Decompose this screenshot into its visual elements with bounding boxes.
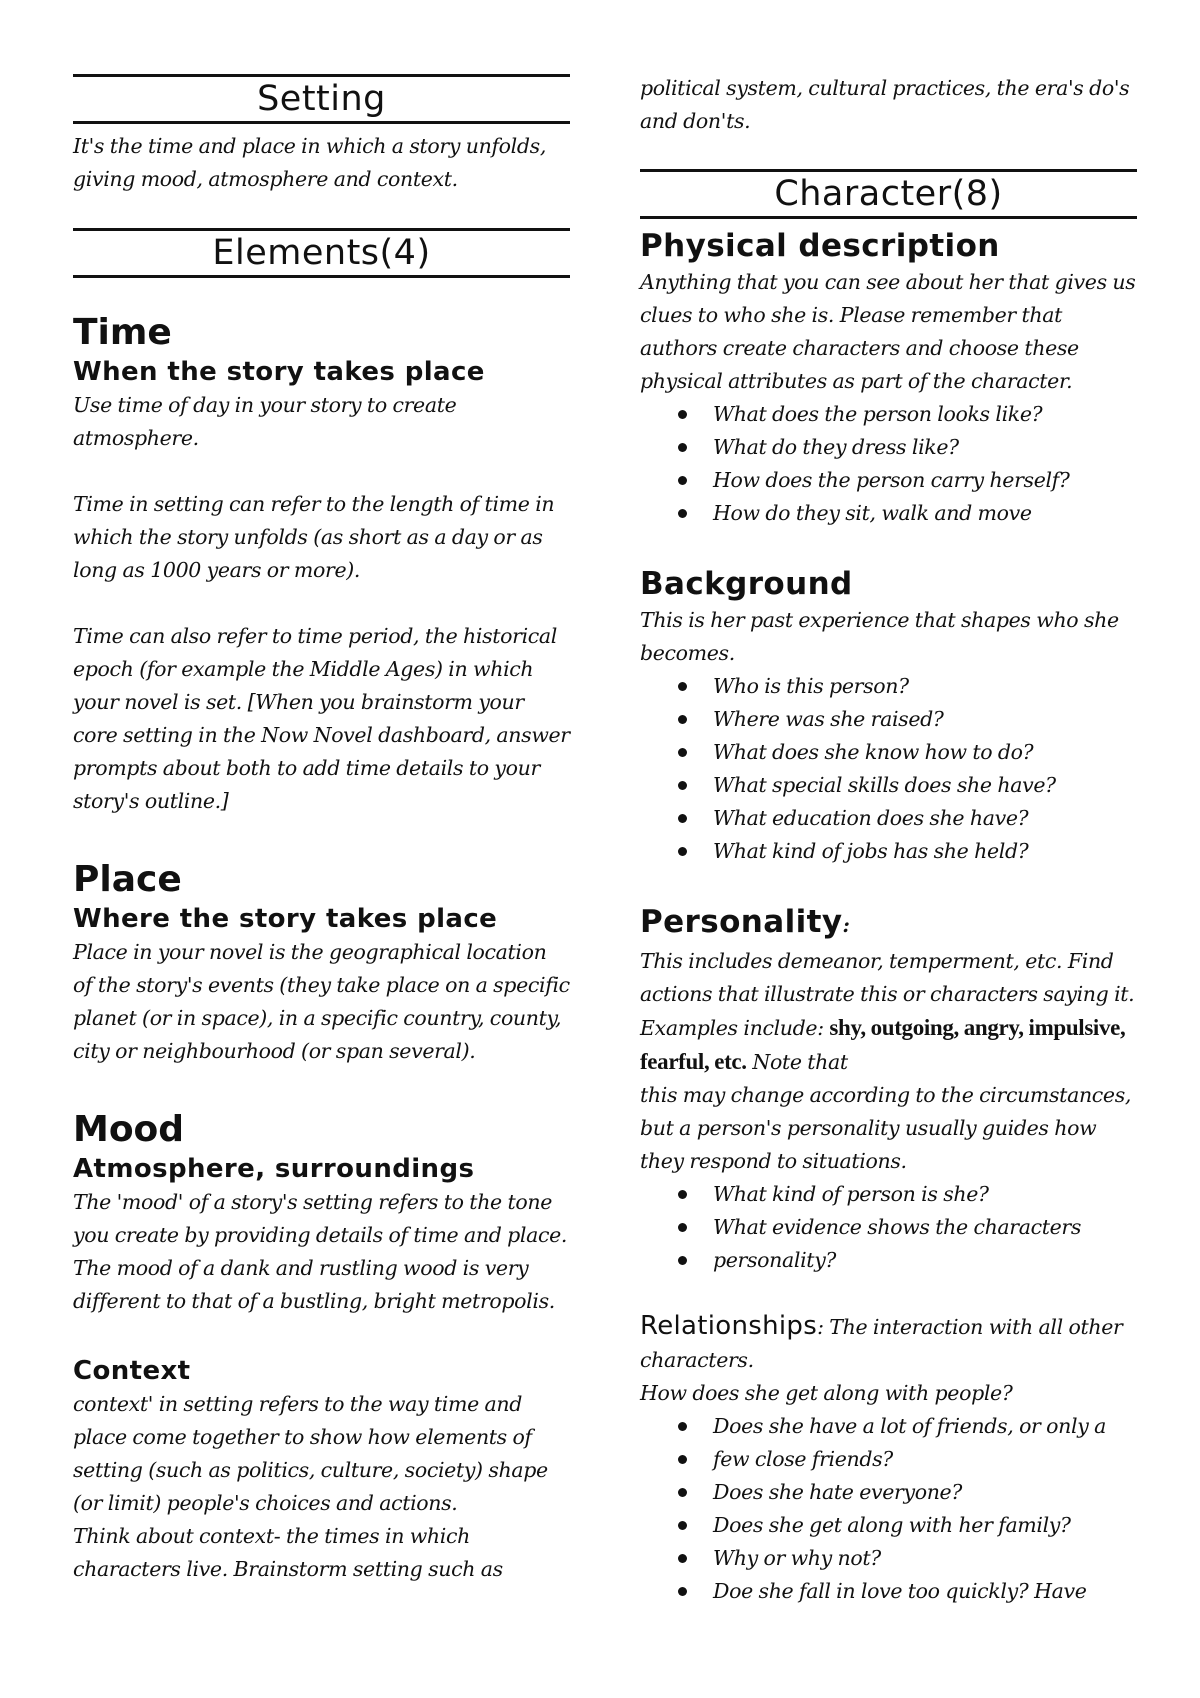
place-heading: Place (73, 859, 182, 900)
relationships-intro: Relationships: The interaction with all other characters. (640, 1311, 1123, 1372)
physical-paragraph: Anything that you can see about her that gives us clues to who she is. Please remember that authors create characters and choose these physical attributes as part of the character. (640, 270, 1136, 393)
list-item: What special skills does she have? (640, 769, 1137, 802)
bullet-icon (678, 1422, 687, 1431)
setting-title: Setting (257, 79, 386, 119)
bullet-icon (678, 781, 687, 790)
bullet-icon (678, 1256, 687, 1265)
list-item: Who is this person? (640, 670, 1137, 703)
list-item: Does she hate everyone? (640, 1476, 1137, 1509)
time-heading: Time (73, 312, 172, 353)
bullet-icon (678, 1587, 687, 1596)
list-item: What kind of jobs has she held? (640, 835, 1137, 868)
physical-section (640, 226, 1137, 530)
bullet-icon (678, 715, 687, 724)
elements-title: Elements(4) (212, 233, 431, 273)
list-item: Does she get along with her family? (640, 1509, 1137, 1542)
list-item: What kind of person is she? (640, 1178, 1137, 1211)
bullet-icon (678, 847, 687, 856)
bullet-icon (678, 1521, 687, 1530)
bullet-icon (678, 748, 687, 757)
bullet-icon (678, 410, 687, 419)
setting-title-box (73, 74, 570, 124)
bullet-icon (678, 443, 687, 452)
place-subheading: Where the story takes place (73, 904, 498, 934)
context-heading: Context (73, 1356, 191, 1386)
time-subheading: When the story takes place (73, 357, 485, 387)
physical-heading: Physical description (640, 228, 1000, 264)
bullet-icon (678, 1488, 687, 1497)
bullet-icon (678, 1455, 687, 1464)
context-paragraph: context' in setting refers to the way time and place come together to show how elements of setting (such as politics, culture, society) shape (or limit) people's choices and actions. (73, 1392, 548, 1515)
background-bullet-list (640, 670, 1137, 868)
personality-paragraph: This includes demeanor, temperment, etc. Find actions that illustrate this or characters saying it. Examples include: shy, outgoing, angry, impulsive, fearful, etc. Note that (640, 949, 1135, 1074)
relationships-question: How does she get along with people? (640, 1381, 1013, 1405)
physical-bullet-list (640, 398, 1137, 530)
time-paragraph-3: Time can also refer to time period, the historical epoch (for example the Middle Ages) in which your novel is set. [When you brainstorm your core setting in the Now Novel dashboard, answer prompts about both to add time details to your story's outline.] (73, 624, 570, 813)
bullet-icon (678, 682, 687, 691)
personality-heading: Personality: (640, 904, 851, 940)
list-item: personality? (640, 1244, 1137, 1277)
character-title: Character(8) (774, 174, 1003, 214)
mood-paragraph: The 'mood' of a story's setting refers to the tone you create by providing details of time and place. The mood of a dank and rustling wood is very different to that of a bustling, bright metropolis. (73, 1190, 568, 1313)
relationships-heading: Relationships (640, 1311, 818, 1341)
list-item: What do they dress like? (640, 431, 1137, 464)
bullet-icon (678, 476, 687, 485)
personality-bullet-list (640, 1178, 1137, 1277)
list-item: Doe she fall in love too quickly? Have (640, 1575, 1137, 1608)
personality-section (640, 902, 1137, 1277)
mood-section (73, 1108, 570, 1318)
bullet-icon (678, 1554, 687, 1563)
background-section (640, 564, 1137, 868)
time-paragraph-1: Use time of day in your story to create atmosphere. (73, 393, 457, 450)
bullet-icon (678, 509, 687, 518)
mood-heading: Mood (73, 1109, 185, 1150)
list-item: Does she have a lot of friends, or only a (640, 1410, 1137, 1443)
relationships-section (640, 1310, 1137, 1608)
bullet-icon (678, 814, 687, 823)
list-item: What does the person looks like? (640, 398, 1137, 431)
bullet-icon (678, 1190, 687, 1199)
elements-title-box (73, 228, 570, 278)
setting-definition: It's the time and place in which a story unfolds, giving mood, atmosphere and context. (73, 134, 546, 191)
place-section (73, 858, 570, 1068)
personality-paragraph-2: this may change according to the circumstances, but a person's personality usually guides how they respond to situations. (640, 1083, 1132, 1173)
personality-examples: shy, outgoing, angry, impulsive, fearful, etc. (640, 1015, 1126, 1074)
time-section (73, 311, 570, 818)
list-item: What evidence shows the characters (640, 1211, 1137, 1244)
mood-subheading: Atmosphere, surroundings (73, 1154, 475, 1184)
place-paragraph: Place in your novel is the geographical location of the story's events (they take place on a specific planet (or in space), in a specific country, county, city or neighbourhood (or span several). (73, 940, 570, 1063)
list-item: Why or why not? (640, 1542, 1137, 1575)
time-paragraph-2: Time in setting can refer to the length of time in which the story unfolds (as short as a day or as long as 1000 years or more). (73, 492, 555, 582)
list-item: What does she know how to do? (640, 736, 1137, 769)
character-title-box (640, 169, 1137, 219)
list-item: few close friends? (640, 1443, 1137, 1476)
continuation-text: political system, cultural practices, the era's do's and don'ts. (640, 76, 1130, 133)
relationships-bullet-list (640, 1410, 1137, 1608)
list-item: How do they sit, walk and move (640, 497, 1137, 530)
background-heading: Background (640, 566, 853, 602)
context-section (73, 1355, 570, 1586)
list-item: How does the person carry herself? (640, 464, 1137, 497)
bullet-icon (678, 1223, 687, 1232)
background-paragraph: This is her past experience that shapes who she becomes. (640, 608, 1119, 665)
list-item: What education does she have? (640, 802, 1137, 835)
context-paragraph-2: Think about context- the times in which characters live. Brainstorm setting such as (73, 1524, 503, 1581)
list-item: Where was she raised? (640, 703, 1137, 736)
